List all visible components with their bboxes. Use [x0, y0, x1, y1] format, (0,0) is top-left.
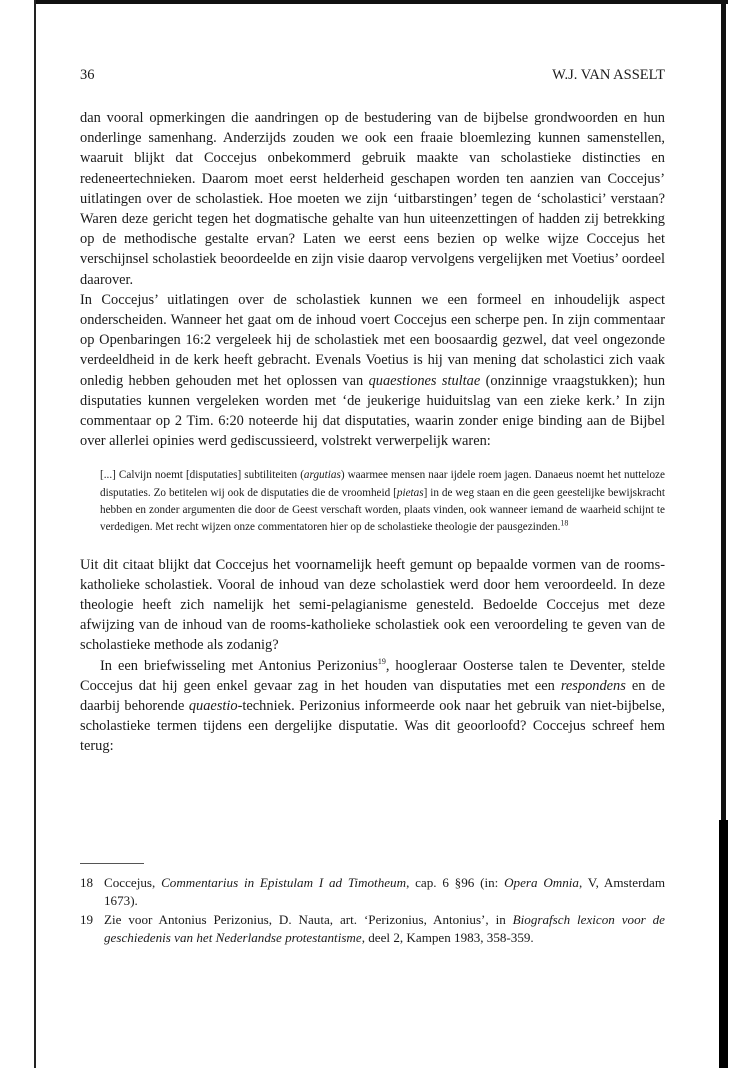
footnote-divider [80, 863, 144, 864]
paragraph-4-italic-1: respondens [560, 677, 626, 694]
footnote-18-number: 18 [80, 874, 94, 890]
footnote-18-italic-2: Opera Omnia [504, 874, 579, 890]
footnote-18-text [104, 874, 665, 911]
footnote-19-italic: Biografsch lexicon voor de geschiedenis van het Nederlandse protestantisme [104, 911, 665, 946]
footnote-19-text [104, 911, 665, 948]
paragraph-2 [80, 290, 665, 452]
footnote-18-text-c: , V, Amsterdam 1673). [104, 874, 666, 909]
page-body [80, 64, 665, 948]
footnote-ref-18[interactable]: 18 [560, 518, 569, 528]
paragraph-3: Uit dit citaat blijkt dat Coccejus het voornamelijk heeft gemunt op bepaalde vormen van de rooms-katholieke scholastiek. Vooral de inhoud van deze scholastiek werd door hem veroordeeld. In deze theologie heeft zich namelijk het semi-pelagianisme genesteld. Bedoelde Coccejus met deze afwijzing van de inhoud van de rooms-katholieke scholastiek ook een veroordeling te geven van de scholastieke methode als zodanig? [80, 556, 665, 654]
paragraph-4-text-a: In een briefwisseling met Antonius Perizonius [100, 657, 378, 674]
footnote-ref-19[interactable]: 19 [377, 656, 386, 666]
paragraph-2-italic: quaestiones stultae [368, 372, 481, 389]
paragraph-4 [80, 656, 665, 757]
scan-edge-right-shadow [719, 820, 728, 1068]
footnote-19-number: 19 [80, 911, 94, 927]
paragraph-4-text-b: , hoogleraar Oosterse talen te Deventer, stelde Coccejus dat hij geen enkel gevaar zag in het houden van disputaties met een [80, 657, 665, 694]
running-head [80, 64, 665, 86]
footnote-18-text-b: , cap. 6 §96 (in: [406, 874, 505, 890]
quote-text-a: [...] Calvijn noemt [disputaties] subtiliteiten ( [100, 469, 304, 482]
paragraph-2-text-a: In Coccejus’ uitlatingen over de scholastiek kunnen we een formeel en inhoudelijk aspect onderscheiden. Wanneer het gaat om de inhoud voert Coccejus een scherpe pen. In zijn commentaar op Openbaringen 16:2 vergeleek hij de scholastiek met een boosaardig gezwel, dat veel ongezonde verdeeldheid in de kerk heeft gebracht. Evenals Voetius is hij van mening dat scholastici zich vaak onledig hebben gehouden met het oplossen van [80, 291, 665, 389]
scan-edge-top [34, 0, 728, 4]
paragraph-4-italic-2: quaestio [188, 698, 238, 715]
footnote-18-text-a: Coccejus, [104, 874, 162, 890]
footnote-18 [80, 874, 665, 911]
quote-italic-2: pietas [396, 486, 424, 499]
block-quote [100, 467, 665, 536]
footnote-19-text-a: Zie voor Antonius Perizonius, D. Nauta, art. ‘Perizonius, Antonius’, in [104, 911, 513, 927]
quote-text-c: ] in de weg staan en die geen geestelijke bewijskracht hebben en zonder argumenten die door de Geest verschaft worden, plaats vinden, ook wanneer iemand de waarheid schijnt te verdedigen. Met recht wijzen onze commentatoren hier op de scholastieke theologie der pausgezinden. [100, 486, 665, 534]
running-author: W.J. VAN ASSELT [552, 67, 665, 83]
scan-edge-left [34, 0, 36, 1068]
paragraph-4-text-c: en de daarbij behorende [80, 677, 665, 715]
paragraph-2-text-b: (onzinnige vraagstukken); hun disputaties kunnen vergeleken worden met ‘de jeukerige huiduitslag van een zieke kerk.’ In zijn commentaar op 2 Tim. 6:20 noteerde hij dat disputaties, waarin zonder enige binding aan de Bijbel over allerlei opinies werd gediscussieerd, volstrekt verwerpelijk waren: [80, 372, 666, 450]
footnote-18-italic-1: Commentarius in Epistulam I ad Timotheum [161, 874, 407, 890]
paragraph-1: dan vooral opmerkingen die aandringen op de bestudering van de bijbelse grondwoorden en hun onderlinge samenhang. Anderzijds zouden we ook een fraaie bloemlezing kunnen samenstellen, waaruit blijkt dat Coccejus onbekommerd gebruik maakte van scholastieke distincties en redeneertechnieken. Daarom moet eerst helderheid geschapen worden ten aanzien van Coccejus’ uitlatingen over de scholastiek. Hoe moeten we zijn ‘uitbarstingen’ tegen de ‘scholastici’ verstaan? Waren deze gericht tegen het dogmatische gehalte van hun uiteenzettingen of hadden zij betrekking op de methodische gestalte ervan? Laten we eerst eens bezien op welke wijze Coccejus het verschijnsel scholastiek beoordeelde en zijn visie daarop vervolgens vergelijken met Voetius’ oordeel daarover. [80, 110, 665, 288]
paragraph-4-text-d: -techniek. Perizonius informeerde ook naar het gebruik van niet-bijbelse, scholastieke termen tijdens een dergelijke disputatie. Was dit geoorloofd? Coccejus schreef hem terug: [80, 698, 665, 755]
quote-italic-1: argutias [303, 469, 341, 482]
footnote-19-text-b: , deel 2, Kampen 1983, 358-359. [361, 930, 534, 946]
footnote-19 [80, 911, 665, 948]
quote-text-b: ) waarmee mensen naar ijdele roem jagen. Danaeus noemt het nutteloze disputaties. Zo betitelen wij ook de disputaties die de vroomheid [ [100, 469, 665, 499]
page-number: 36 [80, 67, 95, 83]
